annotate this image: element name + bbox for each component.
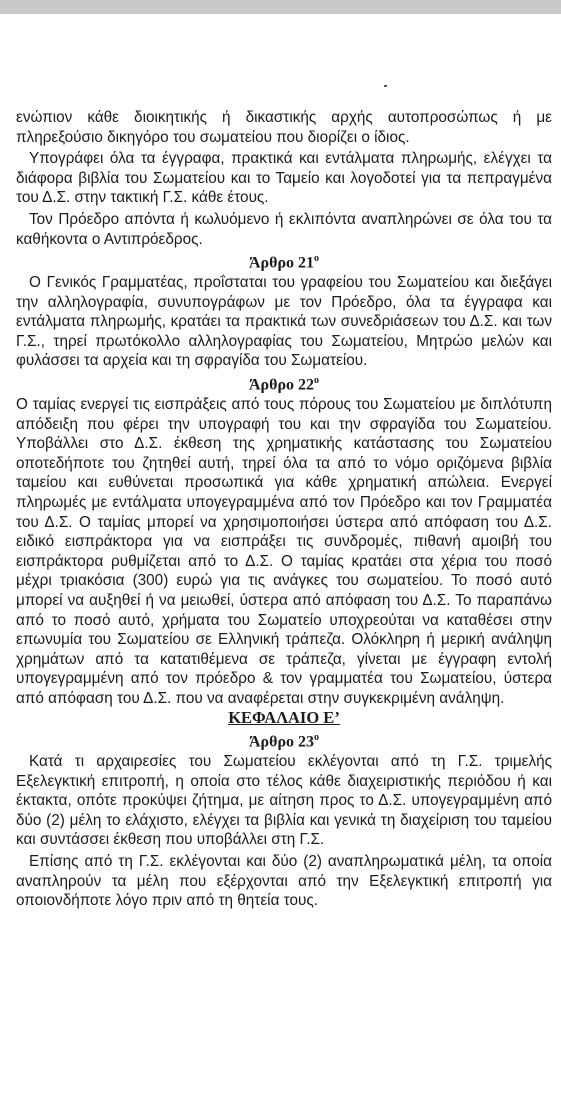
document-page [16,108,552,911]
paragraph-substitute-members: Επίσης από τη Γ.Σ. εκλέγονται και δύο (2) αναπληρωματικά μέλη, τα οποία αναπληρούν τα μέλη που εξέρχονται από την Εξελεγκτική επιτροπή για οποιονδήποτε λόγο πριν από τη θητεία τους. [16,852,552,910]
paragraph-general-secretary: Ο Γενικός Γραμματέας, προΐσταται του γραφείου του Σωματείου και διεξάγει την αλληλογραφία, συνυπογράφων με τον Πρόεδρο, όλα τα έγγραφα και εντάλματα πληρωμής, κρατάει τα πρακτικά των συνεδριάσεων του Δ.Σ. και των Γ.Σ., τηρεί πρωτόκολλο αλληλογραφίας του Σωματείου, Μητρώο μελών και φυλάσσει τα αρχεία και τη σφραγίδα του Σωματείου. [16,274,552,370]
scan-border [0,0,561,14]
paragraph-vice-president: Τον Πρόεδρο απόντα ή κωλυόμενο ή εκλιπόντα αναπληρώνει σε όλα του τα καθήκοντα ο Αντιπρόεδρος. [16,210,552,248]
article-21-heading: Άρθρο $21^o$ [248,253,320,272]
paragraph-audit-committee: Κατά τι αρχαιρεσίες του Σωματείου εκλέγονται από τη Γ.Σ. τριμελής Εξελεγκτική επιτροπή, η οποία στο τέλος κάθε διαχειριστικής περιόδου ή και έκτακτα, οπότε προκύψει ζήτημα, με αίτηση προς το Δ.Σ. υπογεγραμμένη από δύο (2) μέλη το ελάχιστο, ελέγχει τα βιβλία και γενικά τη διαχείριση του ταμείου και συντάσσει έκθεση που υποβάλλει στη Γ.Σ. [16,752,552,849]
paragraph-president-representation: ενώπιον κάθε διοικητικής ή δικαστικής αρχής αυτοπροσώπως ή με πληρεξούσιο δικηγόρο του σωματείου που διορίζει ο ίδιος. [16,109,552,146]
paragraph-treasurer: Ο ταμίας ενεργεί τις εισπράξεις από τους πόρους του Σωματείου με διπλότυπη απόδειξη που φέρει την υπογραφή του και την σφραγίδα του Σωματείου. Υποβάλλει στο Δ.Σ. έκθεση της χρηματικής κατάστασης του Σωματείου οποτεδήποτε του ζητηθεί αυτή, τηρεί όλα τα από το νόμο οριζόμενα βιβλία ταμείου και ευθύνεται προσωπικά για κάθε χρηματική απώλεια. Ενεργεί πληρωμές με εντάλματα υπογεγραμμένα από τον Πρόεδρο και τον Γραμματέα του Δ.Σ. Ο ταμίας μπορεί να χρησιμοποιήσει ύστερα από απόφαση του Δ.Σ. ειδικό εισπράκτορα για να εισπράξει τις συνδρομές, πιθανή αμοιβή του εισπράκτορα ρυθμίζεται από το Δ.Σ. Ο ταμίας κρατάει στα χέρια του ποσό μέχρι τριακόσια (300) ευρώ για τις ανάγκες του σωματείου. Το ποσό αυτό μπορεί να αυξηθεί ή να μειωθεί, ύστερα από απόφαση του Δ.Σ. Το παραπάνω από το ποσό αυτό, χρήματα του Σωματείο υποχρεούται να καταθέσει στην επωνυμία του Σωματείου σε Ελληνική τράπεζα. Ολόκληρη ή μερική ανάληψη χρημάτων από τα κατατιθέμενα σε τράπεζα, γίνεται με έγγραφη εντολή υπογεγραμμένη από τον πρόεδρο & τον γραμματέα του Σωματείου, ύστερα από απόφαση του Δ.Σ. που να αναφέρεται στην συγκεκριμένη ανάληψη. [16,395,552,707]
paragraph-president-duties: Υπογράφει όλα τα έγγραφα, πρακτικά και εντάλματα πληρωμής, ελέγχει τα διάφορα βιβλία του Σωματείου και το Ταμείο και λογοδοτεί για τα πεπραγμένα του Δ.Σ. στην τακτική Γ.Σ. κάθε έτους. [16,150,552,207]
article-22-heading: Άρθρο $22^o$ [248,375,320,394]
article-23-heading: Άρθρο $23^o$ [248,732,320,751]
chapter-heading: ΚΕΦΑΛΑΙΟ Ε’ [228,708,340,728]
scan-speck [384,85,387,87]
